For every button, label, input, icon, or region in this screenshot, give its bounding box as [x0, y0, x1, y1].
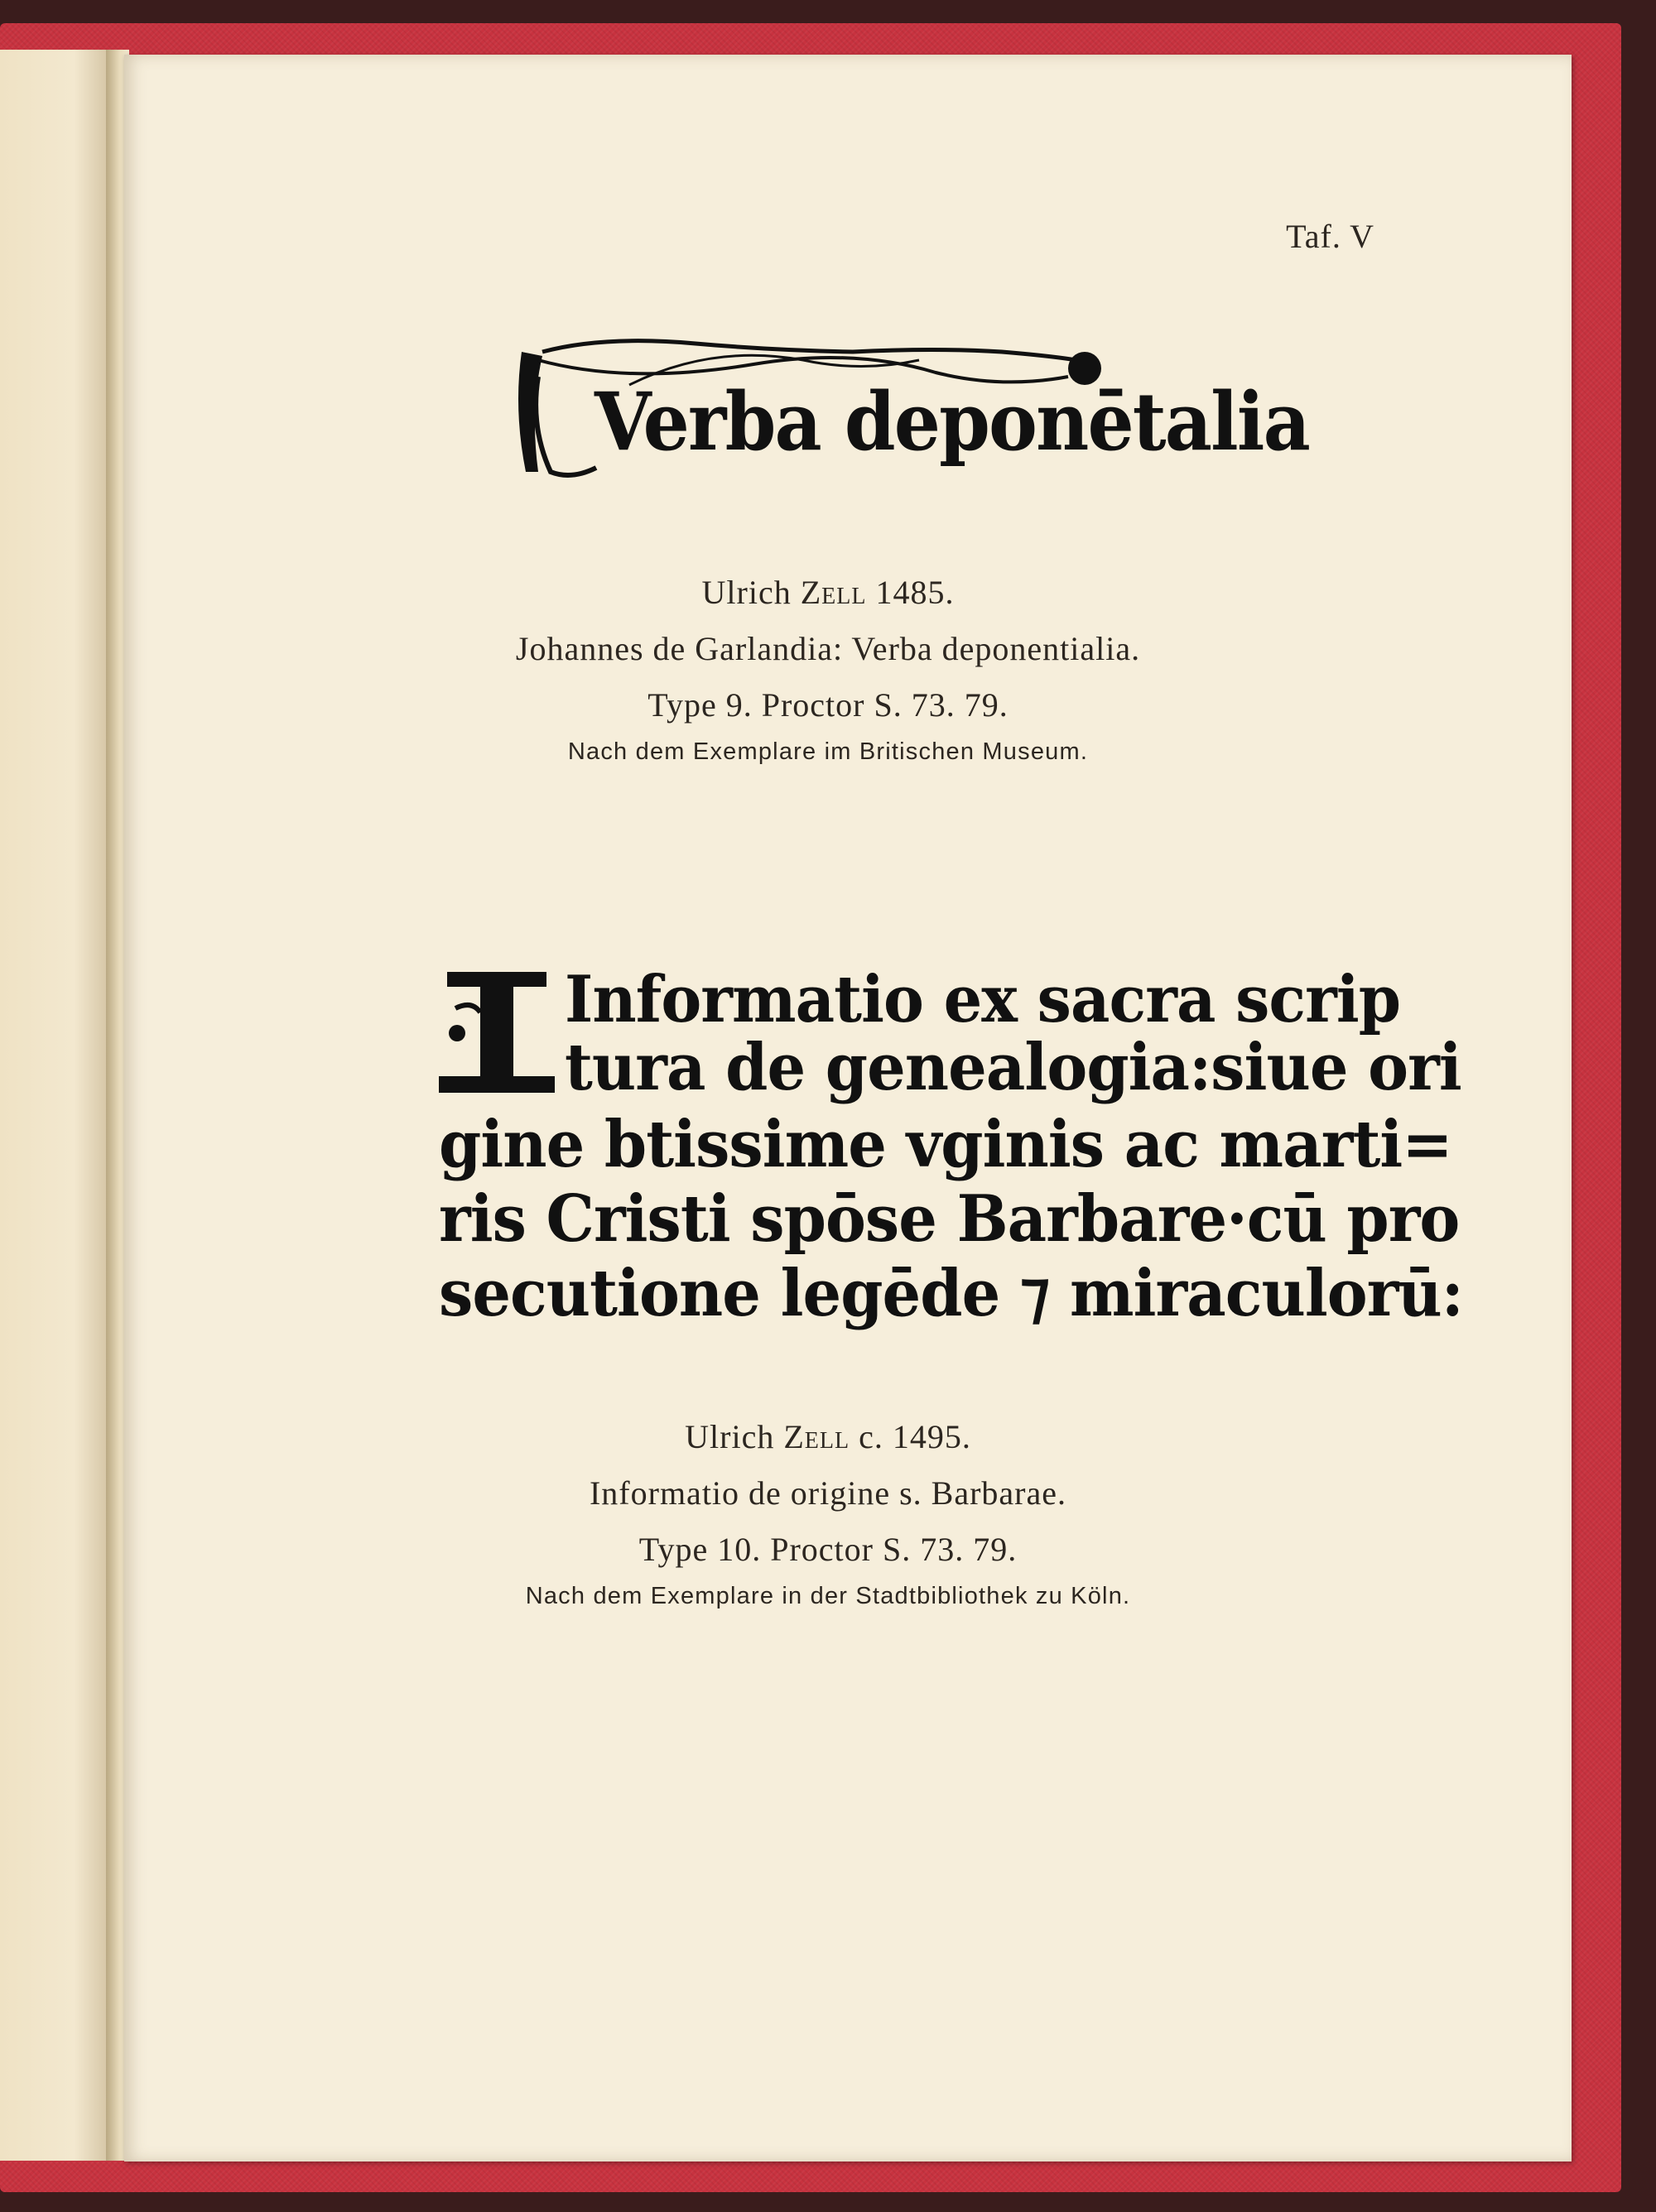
caption-2 [0, 1414, 1656, 1614]
caption-1-printer-line: Ulrich Zell 1485. [701, 574, 955, 611]
caption-2-printer-line: Ulrich Zell c. 1495. [685, 1418, 971, 1455]
caption-1-title-line: Johannes de Garlandia: Verba deponentialia. [515, 630, 1141, 667]
decorated-initial-icon [439, 967, 555, 1095]
caption-1 [0, 570, 1656, 770]
block-line-3: gine btissime vginis ac marti= [439, 1107, 1452, 1182]
text-block-specimen [439, 962, 1463, 1348]
title-woodcut-specimen [505, 327, 1309, 488]
caption-1-type-line: Type 9. Proctor S. 73. 79. [647, 686, 1009, 724]
block-line-2: tura de genealogia:siue ori [565, 1030, 1461, 1105]
caption-2-source-line: Nach dem Exemplare in der Stadtbibliothek zu Köln. [525, 1583, 1131, 1609]
block-line-5: secutione legēde ⁊ miraculorū: [439, 1256, 1463, 1331]
caption-1-source-line: Nach dem Exemplare im Britischen Museum. [567, 738, 1089, 765]
facing-page-edge [0, 50, 106, 2161]
caption-2-type-line: Type 10. Proctor S. 73. 79. [638, 1531, 1018, 1568]
plate-label: Taf. V [1286, 218, 1374, 255]
title-specimen-text: Verba deponētalia [595, 375, 1309, 469]
block-line-1: Informatio ex sacra scrip [565, 962, 1401, 1037]
block-line-4: ris Cristi spōse Barbare·cū pro [439, 1181, 1460, 1257]
caption-2-title-line: Informatio de origine s. Barbarae. [589, 1474, 1066, 1512]
